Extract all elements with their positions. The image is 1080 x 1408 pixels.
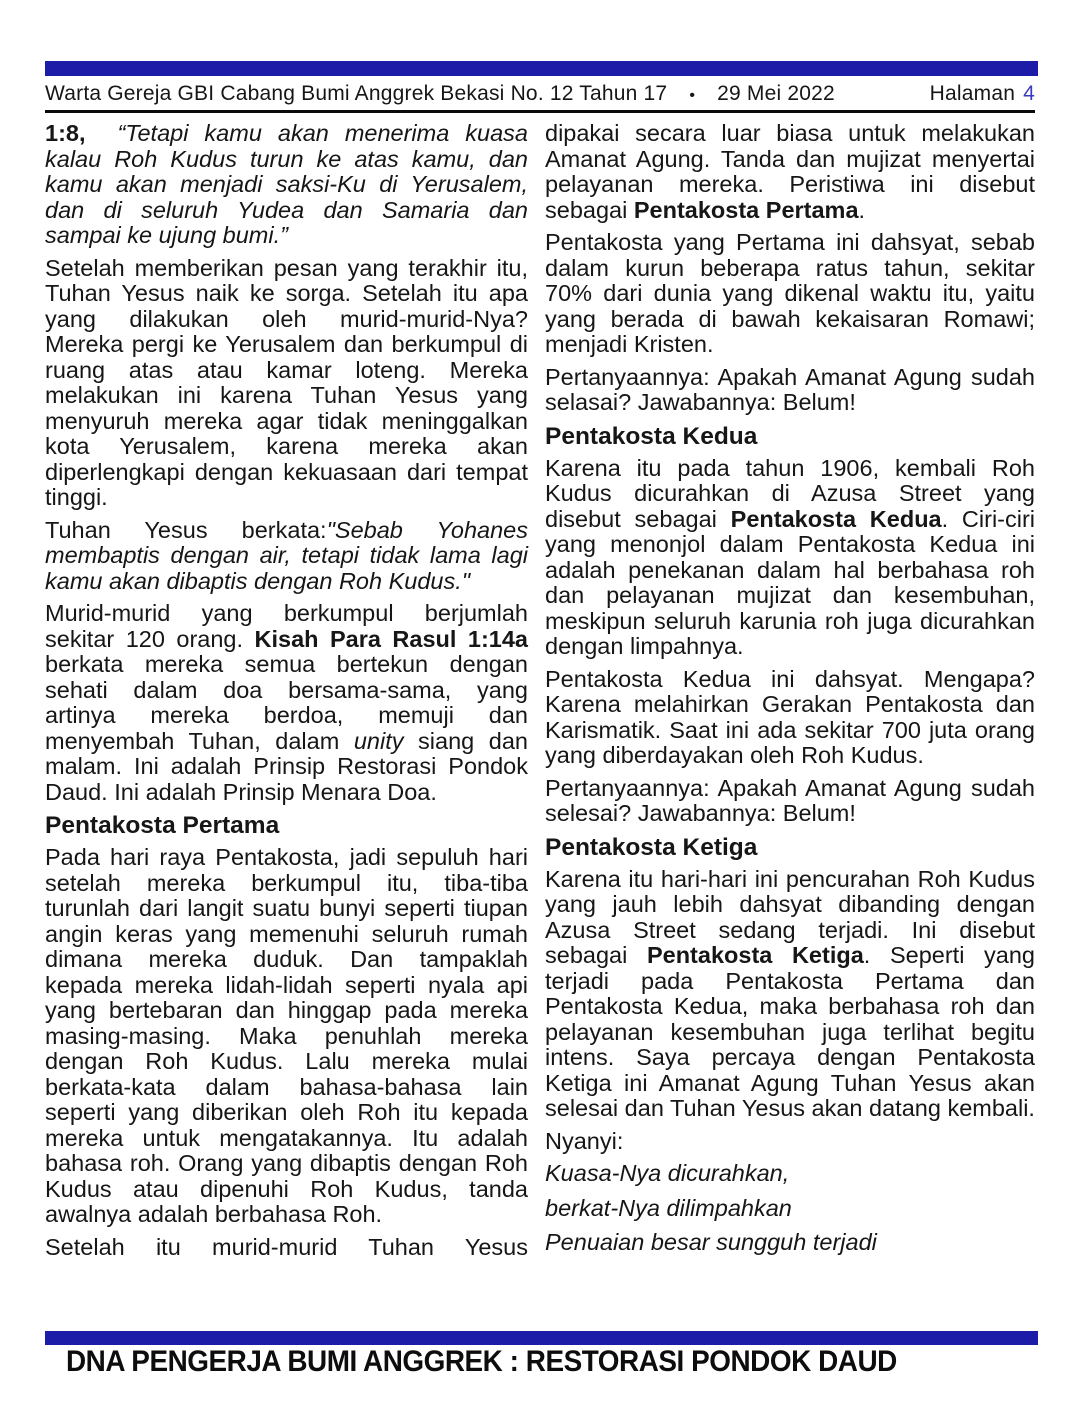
text-run: .: [858, 196, 866, 223]
song-label: Nyanyi:: [545, 1127, 624, 1154]
newsletter-title: Warta Gereja GBI Cabang Bumi Anggrek Bekasi No. 12 Tahun 17: [45, 82, 668, 105]
verse-quote-paragraph: [45, 121, 528, 249]
song-line: Kuasa-Nya dicurahkan,: [545, 1160, 790, 1186]
issue-date: 29 Mei 2022: [717, 82, 835, 105]
bold-term: Pentakosta Ketiga: [646, 942, 864, 968]
right-column: [545, 121, 1035, 1267]
bullet-separator: •: [689, 87, 696, 104]
bold-term: Pentakosta Kedua: [730, 505, 942, 532]
body-paragraph: [45, 518, 528, 595]
song-line: Penuaian besar sungguh terjadi: [545, 1229, 877, 1255]
body-paragraph: Pentakosta yang Pertama ini dahsyat, sebab dalam kurun beberapa ratus tahun, sekitar 70% dari dunia yang dikenal waktu itu, yaitu yang berada di bawah kekaisaran Romawi; menjadi Kristen.: [545, 229, 1035, 357]
quote-lead: Tuhan Yesus berkata:: [45, 516, 327, 543]
text-run: berkata mereka semua bertekun dengan sehati dalam doa bersama-sama, yang artinya mereka berdoa, memuji dan menyembah Tuhan, dalam: [45, 651, 528, 754]
top-accent-bar: [45, 61, 1038, 76]
bold-term: Pentakosta Pertama: [633, 196, 859, 223]
text-run: siang dan malam. Ini adalah Prinsip Restorasi Pondok Daud. Ini adalah Prinsip Menara Doa.: [45, 727, 528, 805]
scripture-reference: Kisah Para Rasul 1:14a: [254, 625, 528, 652]
article-body: [45, 121, 1035, 1267]
verse-quote-text: “Tetapi kamu akan menerima kuasa kalau Roh Kudus turun ke atas kamu, dan kamu akan menjadi saksi-Ku di Yerusalem, dan di seluruh Yudea dan Samaria dan sampai ke ujung bumi.”: [45, 120, 528, 248]
body-paragraph: Pertanyaannya: Apakah Amanat Agung sudah selesai? Jawabannya: Belum!: [545, 774, 1035, 826]
body-paragraph-continued: Setelah itu murid-murid Tuhan Yesus: [45, 1233, 528, 1260]
text-run: Murid-murid yang berkumpul berjumlah sekitar 120 orang.: [45, 600, 528, 652]
body-paragraph: Pada hari raya Pentakosta, jadi sepuluh hari setelah mereka berkumpul itu, tiba-tiba turunlah dari langit suatu bunyi seperti tiupan angin keras yang memenuhi seluruh rumah dimana mereka duduk. Dan tampaklah kepada mereka lidah-lidah seperti nyala api yang bertebaran dan hinggap pada mereka masing-masing. Maka penuhlah mereka dengan Roh Kudus. Lalu mereka mulai berkata-kata dalam bahasa-bahasa lain seperti yang diberikan oleh Roh itu kepada mereka untuk mengatakannya. Itu adalah bahasa roh. Orang yang dibaptis dengan Roh Kudus atau dipenuhi Roh Kudus, tanda awalnya adalah berbahasa Roh.: [45, 844, 528, 1227]
section-heading-pentakosta-ketiga: Pentakosta Ketiga: [545, 833, 758, 861]
body-paragraph: [545, 121, 1035, 223]
section-heading-pentakosta-kedua: Pentakosta Kedua: [545, 422, 758, 450]
page-indicator: [930, 82, 1035, 106]
footer-accent-bar: [45, 1331, 1038, 1345]
song-lyrics: [545, 1161, 1035, 1256]
newsletter-masthead: [45, 82, 835, 106]
quote-text: "Sebab Yohanes membaptis dengan air, tetapi tidak lama lagi kamu akan dibaptis dengan Roh Kudus.": [45, 516, 529, 594]
body-paragraph: Setelah memberikan pesan yang terakhir itu, Tuhan Yesus naik ke sorga. Setelah itu apa yang dilakukan oleh murid-murid-Nya? Mereka pergi ke Yerusalem dan berkumpul di ruang atas atau kamar loteng. Mereka melakukan ini karena Tuhan Yesus yang menyuruh mereka agar tidak meninggalkan kota Yerusalem, karena mereka akan diperlengkapi dengan kekuasaan dari tempat tinggi.: [45, 254, 528, 510]
text-run: dipakai secara luar biasa untuk melakukan Amanat Agung. Tanda dan mujizat menyertai pelayanan mereka. Peristiwa ini disebut sebagai: [545, 120, 1035, 223]
body-paragraph: Pentakosta Kedua ini dahsyat. Mengapa? Karena melahirkan Gerakan Pentakosta dan Karismatik. Saat ini ada sekitar 700 juta orang yang diberdayakan oleh Roh Kudus.: [545, 665, 1035, 768]
section-heading-pentakosta-pertama: Pentakosta Pertama: [45, 812, 280, 839]
header-rule: [45, 110, 1035, 113]
text-run: . Seperti yang terjadi pada Pentakosta Pertama dan Pentakosta Kedua, maka berbahasa roh dan pelayanan kesembuhan juga terlihat begitu intens. Saya percaya dengan Pentakosta Ketiga ini Amanat Agung Tuhan Yesus akan selesai dan Tuhan Yesus akan datang kembali.: [545, 942, 1035, 1121]
page-header: [45, 82, 1035, 106]
body-paragraph: Pertanyaannya: Apakah Amanat Agung sudah selasai? Jawabannya: Belum!: [545, 363, 1035, 415]
body-paragraph: [545, 456, 1035, 660]
body-paragraph: [45, 601, 528, 805]
page-label: Halaman: [929, 82, 1016, 105]
emphasized-word: unity: [353, 727, 404, 754]
page-number: 4: [1023, 82, 1035, 105]
text-run: Karena itu pada tahun 1906, kembali Roh Kudus dicurahkan di Azusa Street yang disebut sebagai: [545, 454, 1035, 532]
footer-banner-text: DNA PENGERJA BUMI ANGGREK : RESTORASI PONDOK DAUD: [66, 1345, 897, 1378]
song-line: berkat-Nya dilimpahkan: [545, 1194, 792, 1221]
body-paragraph: [545, 867, 1035, 1122]
left-column: [45, 121, 528, 1267]
text-run: . Ciri-ciri yang menonjol dalam Pentakosta Kedua ini adalah penekanan dalam hal berbahasa roh dan pelayanan mujizat dan kesembuhan, meskipun seluruh karunia roh juga dicurahkan dengan limpahnya.: [545, 505, 1036, 659]
text-run: Karena itu hari-hari ini pencurahan Roh Kudus yang jauh lebih dahsyat dibanding dengan Azusa Street sedang terjadi. Ini disebut sebagai: [545, 865, 1035, 968]
verse-reference: 1:8,: [45, 120, 86, 146]
